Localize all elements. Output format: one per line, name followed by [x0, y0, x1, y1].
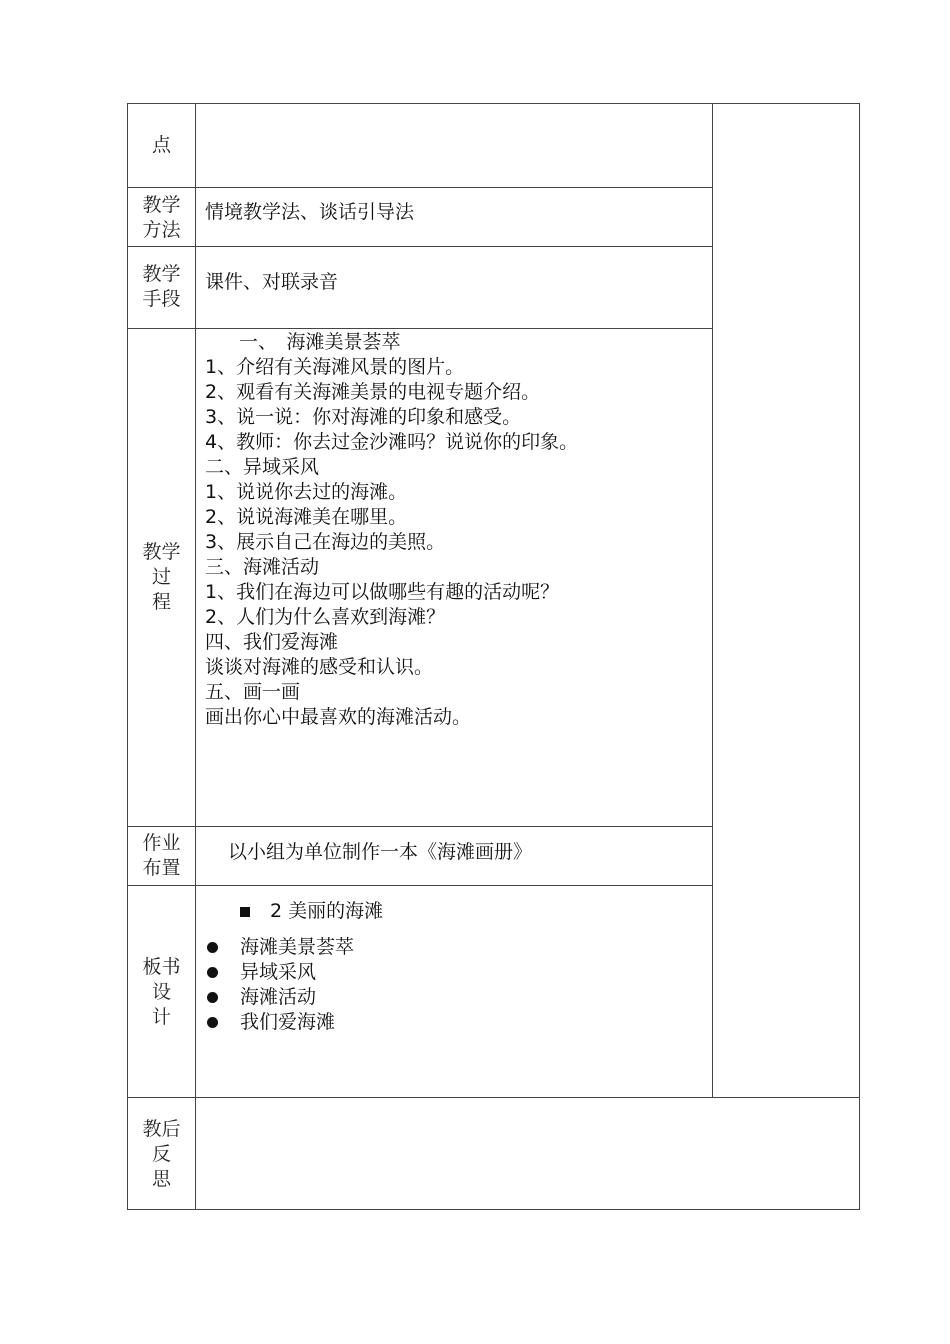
table-bottom-border [127, 1209, 860, 1210]
row-label-board [128, 955, 195, 1030]
square-bullet-icon [240, 907, 250, 917]
method-content: 情境教学法、谈话引导法 [205, 201, 415, 223]
row-divider [127, 187, 713, 188]
label-line: 作业 [142, 832, 181, 854]
process-line: 3、展示自己在海边的美照。 [205, 531, 446, 553]
bullet-icon [207, 942, 218, 953]
row-label-homework [128, 831, 195, 881]
row-label-means [128, 262, 195, 312]
process-line: 2、人们为什么喜欢到海滩？ [205, 606, 446, 628]
table-top-border [127, 103, 860, 104]
label-line: 计 [151, 1006, 171, 1028]
list-item-text: 海滩活动 [240, 986, 317, 1008]
label-line: 思 [151, 1168, 171, 1190]
label-line: 过 [151, 566, 171, 588]
row-divider [127, 1097, 860, 1098]
process-line: 1、说说你去过的海滩。 [205, 481, 408, 503]
process-line: 2、观看有关海滩美景的电视专题介绍。 [205, 381, 541, 403]
row-label-dian: 点 [151, 134, 171, 156]
process-line: 4、教师：你去过金沙滩吗？说说你的印象。 [205, 431, 579, 453]
process-line: 1、我们在海边可以做哪些有趣的活动呢？ [205, 581, 560, 603]
homework-content: 以小组为单位制作一本《海滩画册》 [228, 841, 533, 863]
label-line: 教学 [142, 194, 181, 216]
list-item [205, 985, 354, 1010]
process-line: 四、我们爱海滩 [205, 631, 339, 653]
row-divider [127, 826, 713, 827]
bullet-icon [207, 992, 218, 1003]
list-item [205, 1010, 354, 1035]
row-divider [127, 328, 713, 329]
process-line: 1、介绍有关海滩风景的图片。 [205, 356, 465, 378]
list-item-text: 海滩美景荟萃 [240, 936, 355, 958]
label-line: 设 [151, 981, 171, 1003]
label-line: 教学 [142, 541, 181, 563]
label-line: 板书 [142, 956, 181, 978]
process-line: 3、说一说：你对海滩的印象和感受。 [205, 406, 522, 428]
label-column-divider [195, 103, 196, 1210]
bullet-icon [207, 967, 218, 978]
label-line: 布置 [142, 857, 181, 879]
process-line: 一、 海滩美景荟萃 [239, 331, 401, 353]
process-line: 画出你心中最喜欢的海滩活动。 [205, 706, 472, 728]
row-divider [127, 885, 713, 886]
row-divider [127, 246, 713, 247]
process-line: 谈谈对海滩的感受和认识。 [205, 656, 434, 678]
row-label-method [128, 193, 195, 243]
means-content: 课件、对联录音 [205, 271, 339, 293]
board-outline [205, 935, 354, 1035]
label-line: 方法 [142, 219, 181, 241]
process-line: 三、海滩活动 [205, 556, 320, 578]
process-line: 2、说说海滩美在哪里。 [205, 506, 408, 528]
label-line: 程 [151, 591, 171, 613]
bullet-icon [207, 1017, 218, 1028]
label-line: 手段 [142, 288, 181, 310]
process-line: 二、异域采风 [205, 456, 320, 478]
content-column-divider [712, 103, 713, 1098]
process-line: 五、画一画 [205, 681, 301, 703]
label-line: 反 [151, 1143, 171, 1165]
list-item [205, 935, 354, 960]
label-line: 教后 [142, 1118, 181, 1140]
table-right-border [859, 103, 860, 1210]
label-line: 教学 [142, 263, 181, 285]
board-title-text: 2 美丽的海滩 [270, 900, 384, 922]
list-item-text: 我们爱海滩 [240, 1011, 336, 1033]
list-item-text: 异域采风 [240, 961, 317, 983]
list-item [205, 960, 354, 985]
row-label-process [128, 540, 195, 615]
row-label-reflection [128, 1117, 195, 1192]
process-content [205, 330, 578, 730]
board-title [240, 899, 383, 924]
